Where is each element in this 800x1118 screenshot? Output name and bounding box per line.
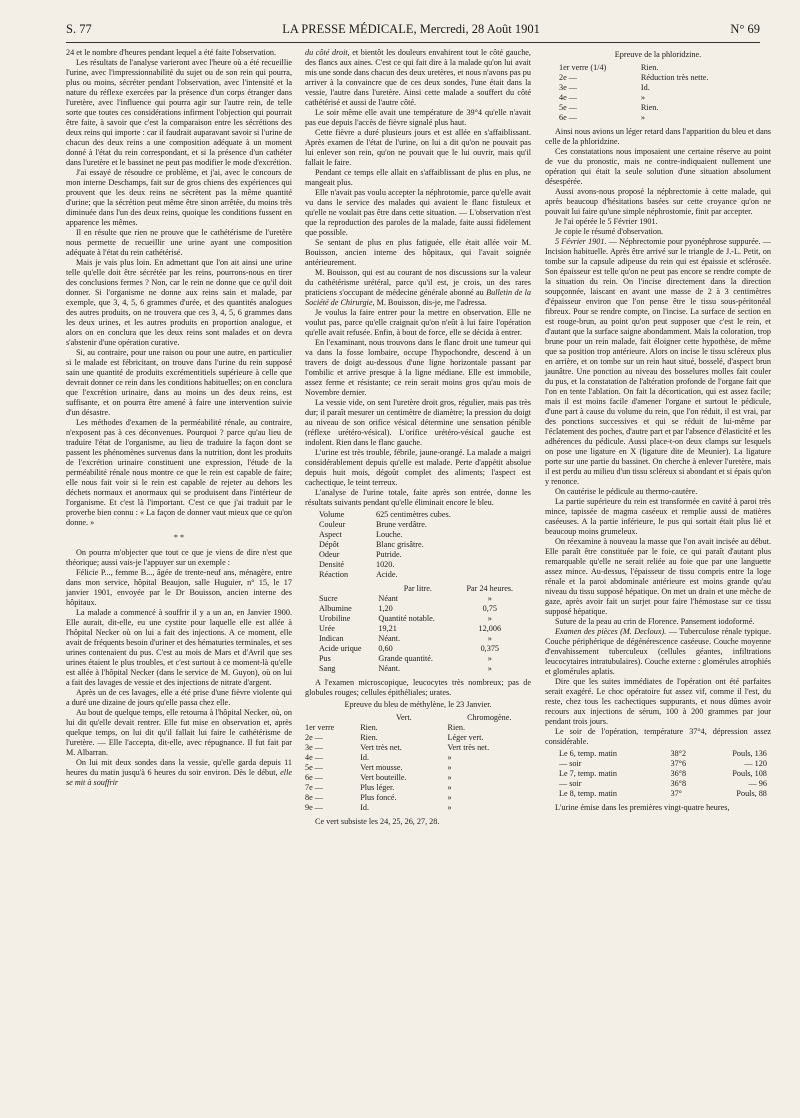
paragraph: Elle n'avait pas voulu accepter la néphrotomie, parce qu'elle avait vu dans le service des malades qui avaient le flanc fistuleux et qu'elle ne voulait pas être dans cette situation. — L'observation n'est que la reproduction des paroles de la malade, faite aussi fidèlement que possible. xyxy=(305,188,531,237)
paragraph: Félicie P..., femme B..., âgée de trente-neuf ans, ménagère, entre dans mon service, hôpital Beaujon, salle Huguier, n° 15, le 17 janvier 1901, envoyée par le Dr Bouisson, ancien interne des hôpitaux. xyxy=(66,568,292,607)
table-cell: Densité xyxy=(319,560,345,569)
paragraph: Ainsi nous avions un léger retard dans l'apparition du bleu et dans celle de la phloridzine. xyxy=(545,127,771,146)
phloridzine-table xyxy=(559,63,758,123)
table-cell: Couleur xyxy=(319,520,346,529)
paragraph: 24 et le nombre d'heures pendant lequel a été faite l'observation. xyxy=(66,48,277,57)
table-cell: 7e — xyxy=(305,783,323,792)
paragraph: Le soir même elle avait une température de 39°4 qu'elle n'avait pas eue depuis l'accès de fièvre signalé plus haut. xyxy=(305,108,531,127)
paragraph: Suture de la peau au crin de Florence. Pansement iodoformé. xyxy=(555,617,755,626)
table-cell: » xyxy=(487,594,492,603)
table-cell: — 120 xyxy=(744,759,767,768)
table-cell: Vert très net. xyxy=(447,743,490,752)
column-2 xyxy=(305,48,531,827)
table-cell: 2e — xyxy=(305,733,323,742)
table-cell: 37°6 xyxy=(670,759,687,768)
table-row xyxy=(319,550,522,560)
text-run: M. Bouisson, qui est au courant de nos discussions sur la valeur du cathétérisme urétéral, parce qu'il est, je crois, un des rares praticiens s'occupant de médecine générale abonné au xyxy=(305,268,531,297)
table-row xyxy=(559,93,758,103)
paragraph: Cette fièvre a duré plusieurs jours et est allée en s'affaiblissant. Après examen de l'état de l'urine, on lui a dit qu'on ne pouvait pas lui enlever son rein, qu'on ne pouvait que le lui ouvrir, mais qu'il fallait le faire. xyxy=(305,128,531,167)
table-row xyxy=(319,614,522,624)
table-row xyxy=(319,570,522,580)
paragraph: Je copie le résumé d'observation. xyxy=(555,227,664,236)
paragraph: L'urine est très trouble, fébrile, jaune-orangé. La malade a maigri considérablement depuis qu'elle est malade. Perte d'appétit absolue depuis huit mois, dégoût complet des aliments; l'aspect est cachectique, le teint terreux. xyxy=(305,448,531,487)
table-cell: Acide. xyxy=(375,570,398,579)
table-cell: Urobiline xyxy=(319,614,351,623)
table-row xyxy=(319,530,522,540)
table-row xyxy=(559,113,758,123)
table-cell: » xyxy=(487,664,492,673)
table-cell: Le 7, temp. matin xyxy=(559,769,617,778)
table-row xyxy=(305,763,531,773)
paragraph: Les méthodes d'examen de la perméabilité rénale, au contraire, n'exposent pas à ces déconvenues. Pourquoi ? parce qu'au lieu de traduire l'état de l'organisme, au lieu de traduire la façon dont se passent les phénomènes survenus dans la nutrition, dont les produits de l'excrétion urinaire constituent une expression, l'étude de la perméabilité rénale nous montre ce que le rein est capable de faire; elle nous fait voir si le rein est capable de rejeter au dehors les déchets normaux et anormaux qui se produisent dans l'intérieur de l'organisme. Et c'est là l'important. C'est ce que j'ai traduit par le proverbe bien connu : « La façon de donner vaut mieux que ce qu'on donne. » xyxy=(66,418,292,527)
table-cell: 5e — xyxy=(305,763,323,772)
table-cell: » xyxy=(447,763,452,772)
text-run: On lui mit deux sondes dans la vessie, qu'elle garda depuis 11 heures du matin jusqu'à 6 heures du soir environ. Dès le début, xyxy=(66,758,292,777)
paragraph: Les résultats de l'analyse varieront avec l'heure où a été recueillie l'urine, avec l'impressionnabilité du sujet ou de son rein qui pourra, plus ou moins, sécréter pendant l'observation, avec l'intensité et la nature du réflexe exercées par la présence d'un corps étranger dans l'uretère, avec l'influence qui pourra agir sur l'autre rein, de telle sorte que toutes ces considérations infirment l'objection qui pourrait être faite, à savoir que c'est la comparaison entre les sécrétions des deux reins qui importe : car il faudrait auparavant savoir si l'urine de chacun des deux reins a une composition adéquate à un moment donné à l'état du rein correspondant, et si la présence d'un cathéter dans l'uretère et le bassinet ne peut pas modifier le mode d'excrétion. xyxy=(66,58,292,167)
table-cell: 625 centimètres cubes. xyxy=(375,510,451,519)
masthead: LA PRESSE MÉDICALE, Mercredi, 28 Août 1901 xyxy=(282,22,540,36)
table-row xyxy=(305,743,531,753)
table-cell: » xyxy=(447,803,452,812)
table-cell: 3e — xyxy=(559,83,577,92)
table-cell: Néant xyxy=(378,594,398,603)
table-cell: » xyxy=(640,113,645,122)
table-row xyxy=(319,624,522,634)
table-row xyxy=(559,63,758,73)
table-cell: Plus foncé. xyxy=(360,793,397,802)
table-cell: Dépôt xyxy=(319,540,340,549)
table-cell: 1er verre (1/4) xyxy=(559,63,607,72)
paragraph: Il en résulte que rien ne prouve que le cathétérisme de l'uretère nous permette de recueillir une urine ayant une composition adéquate à l'état du rein cathétérisé. xyxy=(66,228,292,257)
table-cell: 12,006 xyxy=(478,624,502,633)
table-cell: 19,21 xyxy=(378,624,397,633)
table-row xyxy=(305,723,531,733)
table-cell: Le 6, temp. matin xyxy=(559,749,617,758)
table-row xyxy=(319,654,522,664)
table-cell: » xyxy=(447,793,452,802)
text-run: , M. Bouisson, dis-je, me l'adressa. xyxy=(372,298,487,307)
italic-run: elle se mit à souffrir xyxy=(66,768,292,787)
paragraph xyxy=(545,627,771,677)
paragraph: Ces constatations nous imposaient une certaine réserve au point de vue du pronostic, mais ne contre-indiquaient nullement une opération qui était la seule solution d'une situation absolument désespérée. xyxy=(545,147,771,186)
paragraph: L'analyse de l'urine totale, faite après son entrée, donne les résultats suivants pendant qu'elle éliminait encore le bleu. xyxy=(305,488,531,507)
table-cell: Réaction xyxy=(319,570,349,579)
table-cell: Rien. xyxy=(640,63,659,72)
table-row xyxy=(559,749,767,759)
column-1 xyxy=(66,48,292,788)
table-cell: — soir xyxy=(559,779,582,788)
paragraph: A l'examen microscopique, leucocytes très nombreux; pas de globules rouges; cellules épithéliales; urates. xyxy=(305,678,531,697)
table-cell: Rien. xyxy=(360,733,378,742)
table-row xyxy=(559,789,767,799)
table-row xyxy=(559,759,767,769)
table-cell: » xyxy=(447,783,452,792)
issue-number: N° 69 xyxy=(730,22,760,36)
italic-run: Examen des pièces (M. Decloux). xyxy=(555,627,667,636)
table-cell: Odeur xyxy=(319,550,340,559)
italic-run: du côté droit, xyxy=(305,48,350,57)
table-cell: 0,75 xyxy=(482,604,497,613)
table-cell: Léger vert. xyxy=(447,733,484,742)
paragraph: La partie supérieure du rein est transformée en cavité à paroi très mince, tapissée de magma caséeux et remplie aussi de matières caséeuses. A la partie inférieure, le pus qui sortait était plus lié et beaucoup moins grumeleux. xyxy=(545,497,771,536)
table-cell: Vert bouteille. xyxy=(360,773,407,782)
table-row xyxy=(559,103,758,113)
table-cell: 36°8 xyxy=(670,779,687,788)
table-cell: » xyxy=(487,614,492,623)
table-header-row xyxy=(305,713,531,723)
column-header: Par 24 heures. xyxy=(466,584,514,593)
journal-title: Bulletin de la Société de Chirurgie xyxy=(305,288,531,307)
urine-properties-table xyxy=(319,510,522,580)
table-cell: Rien. xyxy=(360,723,378,732)
paragraph: On cautérise le pédicule au thermo-cautère. xyxy=(555,487,698,496)
column-header: Vert. xyxy=(396,713,412,722)
paragraph xyxy=(545,237,771,487)
table-cell: Le 8, temp. matin xyxy=(559,789,617,798)
table-cell: Pus xyxy=(319,654,331,663)
table-cell: 6e — xyxy=(305,773,323,782)
table-cell: 3e — xyxy=(305,743,323,752)
table-row xyxy=(559,83,758,93)
table-row xyxy=(559,73,758,83)
table-row xyxy=(559,779,767,789)
table-cell: Pouls, 88 xyxy=(736,789,767,798)
paragraph: Le soir de l'opération, température 37°4, dépression assez considérable. xyxy=(545,727,771,746)
table-cell: » xyxy=(640,93,645,102)
table-cell: » xyxy=(447,773,452,782)
table-cell: 4e — xyxy=(305,753,323,762)
text-run: — Tuberculose rénale typique. Couche périphérique de dégénérescence caséeuse. Couche moyenne d'envahissement tuberculeux (cellules géantes, infiltrations leucocytaires intratubulaires). Couche externe : glomérules atrophiés et glomérules aplatis. xyxy=(545,627,771,676)
table-row xyxy=(319,560,522,570)
table-row xyxy=(305,733,531,743)
column-3 xyxy=(545,48,771,813)
table-cell: 0,60 xyxy=(378,644,393,653)
table-row xyxy=(319,510,522,520)
table-cell: Pouls, 136 xyxy=(732,749,767,758)
table-cell: Néant. xyxy=(378,634,401,643)
table-cell: Id. xyxy=(640,83,650,92)
paragraph: Ce vert subsiste les 24, 25, 26, 27, 28. xyxy=(315,817,440,826)
table-cell: 36°8 xyxy=(670,769,687,778)
table-cell: Rien. xyxy=(640,103,659,112)
page-number: S. 77 xyxy=(66,22,92,36)
table-cell: Louche. xyxy=(375,530,403,539)
table-row xyxy=(305,803,531,813)
table-row xyxy=(305,783,531,793)
paragraph xyxy=(305,268,531,308)
table-cell: 37° xyxy=(670,789,682,798)
section-heading: Epreuve de la phloridzine. xyxy=(614,50,702,59)
table-cell: Néant. xyxy=(378,664,401,673)
table-row xyxy=(319,540,522,550)
table-row xyxy=(319,644,522,654)
table-cell: Acide urique xyxy=(319,644,362,653)
table-cell: Urée xyxy=(319,624,335,633)
table-cell: 5e — xyxy=(559,103,577,112)
table-cell: Albumine xyxy=(319,604,352,613)
table-cell: Réduction très nette. xyxy=(640,73,709,82)
paragraph: Après un de ces lavages, elle a été prise d'une fièvre violente qui a duré une dizaine de jours qu'elle passa chez elle. xyxy=(66,688,292,707)
table-cell: Aspect xyxy=(319,530,342,539)
table-row xyxy=(559,769,767,779)
table-cell: 1er verre xyxy=(305,723,335,732)
section-separator: * * xyxy=(173,533,185,542)
column-header: Chromogène. xyxy=(467,713,512,722)
table-cell: Plus léger. xyxy=(360,783,395,792)
paragraph: Au bout de quelque temps, elle retourna à l'hôpital Necker, où, on lui dit qu'elle devait rentrer. Elle fut mise en observation et, après quelque temps, on lui dit qu'il fallait lui faire le cathétérisme de l'uretère. — Elle l'accepta, dit-elle, avec répugnance. Il fut fait par M. Albarran. xyxy=(66,708,292,757)
paragraph: Mais je vais plus loin. En admettant que l'on ait ainsi une urine telle qu'elle doit être sécrétée par les reins, pourrons-nous en tirer des conclusions fermes ? Non, car le rein ne donne que ce qu'il doit donner. Si l'organisme ne donne aux reins sain et malade, par exemple, que 3, 4, 5, 6 grammes d'urée, et des quantités analogues des autres produits, on ne trouvera que ces 3, 4, 5, 6 grammes dans les deux urines, et les autres produits en proportion analogue, et alors on en conclura que les deux reins sont malades et on devra s'abstenir d'une opération curative. xyxy=(66,258,292,347)
table-cell: 0,375 xyxy=(480,644,499,653)
column-header: Par litre. xyxy=(403,584,432,593)
table-cell: Id. xyxy=(360,803,370,812)
table-cell: 1,20 xyxy=(378,604,393,613)
table-cell: Grande quantité. xyxy=(378,654,433,663)
paragraph xyxy=(66,758,292,788)
table-cell: — 96 xyxy=(748,779,767,788)
table-row xyxy=(319,634,522,644)
methylene-table xyxy=(305,713,531,813)
table-cell: » xyxy=(447,753,452,762)
table-cell: 4e — xyxy=(559,93,577,102)
table-cell: Rien. xyxy=(447,723,466,732)
temperature-table xyxy=(559,749,767,799)
table-cell: Indican xyxy=(319,634,344,643)
paragraph: Pendant ce temps elle allait en s'affaiblissant de plus en plus, ne mangeait plus. xyxy=(305,168,531,187)
table-cell: Brune verdâtre. xyxy=(375,520,427,529)
table-cell: 6e — xyxy=(559,113,577,122)
paragraph: Se sentant de plus en plus fatiguée, elle était allée voir M. Bouisson, ancien interne des hôpitaux, qui l'avait soignée antérieurement. xyxy=(305,238,531,267)
text-run: et bientôt les douleurs envahirent tout le côté gauche, des flancs aux aines. C'est ce qui fait dire à la malade qu'on lui avait mis une sonde dans chacun des deux uretères, et nous n'avons pas pu arriver à la convaincre que de ces deux sondes, l'une était dans la vessie, l'autre dans l'uretère. Ainsi cette malade a souffert du côté cathétérisé et aussi de l'autre côté. xyxy=(305,48,531,107)
table-cell: 2e — xyxy=(559,73,577,82)
paragraph: Je l'ai opérée le 5 Février 1901. xyxy=(555,217,658,226)
table-cell: » xyxy=(487,634,492,643)
paragraph: Aussi avons-nous proposé la néphrectomie à cette malade, qui après beaucoup d'hésitations basées sur cette croyance qu'on ne pouvait lui faire qu'une simple néphrostomie, finit par accepter. xyxy=(545,187,771,216)
table-cell: 1020. xyxy=(375,560,395,569)
table-cell: 9e — xyxy=(305,803,323,812)
table-cell: Pouls, 108 xyxy=(732,769,767,778)
table-cell: 38°2 xyxy=(670,749,687,758)
table-cell: » xyxy=(487,654,492,663)
table-row xyxy=(305,793,531,803)
table-row xyxy=(319,604,522,614)
paragraph: Je voulus la faire entrer pour la mettre en observation. Elle ne voulut pas, parce qu'elle craignait qu'on n'eût à lui faire l'opération qu'elle avait refusée. Enfin, à bout de force, elle se décida à entrer. xyxy=(305,308,531,337)
paragraph: On pourra m'objecter que tout ce que je viens de dire n'est que théorique; aussi vais-je l'appuyer sur un exemple : xyxy=(66,548,292,567)
table-cell: 8e — xyxy=(305,793,323,802)
table-row xyxy=(305,753,531,763)
section-heading: Epreuve du bleu de méthylène, le 23 Janvier. xyxy=(344,700,492,709)
page-header xyxy=(66,22,760,44)
paragraph xyxy=(305,48,531,108)
paragraph: L'urine émise dans les premières vingt-quatre heures, xyxy=(555,803,730,812)
table-row xyxy=(305,773,531,783)
table-cell: Sucre xyxy=(319,594,338,603)
paragraph: J'ai essayé de résoudre ce problème, et j'ai, avec le concours de mon interne Deschamps, fait sur de gros chiens des expériences qui prouvent que les deux reins ne sécrètent pas la même quantité d'urine; que la sécrétion peut même être sinon arrêtée, du moins très diminuée dans l'un des deux reins, quoique les conditions fussent en apparence les mêmes. xyxy=(66,168,292,227)
paragraph: En l'examinant, nous trouvons dans le flanc droit une tumeur qui va dans la fosse lombaire, occupe l'hypochondre, descend à un travers de doigt au-dessous d'une ligne horizontale passant par l'ombilic et arrive presque à la ligne médiane. Elle est immobile, assez ferme et résistante; ce rein serait moins gros qu'au mois de Novembre dernier. xyxy=(305,338,531,397)
table-cell: Sang xyxy=(319,664,336,673)
table-cell: Putride. xyxy=(375,550,402,559)
paragraph: On réexamine à nouveau la masse que l'on avait incisée au début. Elle paraît être constituée par le foie, ce qui paraît d'autant plus remarquable qu'elle ne serait reliée au foie que par une languette assez mince. Au-dessus, l'épaisseur de tissu compris entre la loge rénale et la paroi abdominale antérieure est moins grande qu'au niveau du tissu supposé hépatique. On met un drain et une mèche de gaze, après avoir fait un surjet pour faire l'hémostase sur ce tissu supposé hépatique. xyxy=(545,537,771,616)
table-row xyxy=(319,594,522,604)
table-cell: Quantité notable. xyxy=(378,614,435,623)
table-cell: Blanc grisâtre. xyxy=(375,540,424,549)
urine-values-table xyxy=(319,584,522,674)
italic-run: 5 Février 1901. xyxy=(555,237,607,246)
table-row xyxy=(319,664,522,674)
table-row xyxy=(319,520,522,530)
header-rule xyxy=(66,42,760,43)
table-cell: — soir xyxy=(559,759,582,768)
table-cell: Vert très net. xyxy=(360,743,402,752)
table-cell: Vert mousse. xyxy=(360,763,403,772)
paragraph: Si, au contraire, pour une raison ou pour une autre, en particulier si le malade est fébricitant, on trouve dans l'urine du rein supposé sain une quantité de produits excrémentitiels supérieure à celle que devrait donner ce rein dans les conditions habituelles; on en conclura que l'excrétion urinaire, dans au moins un des deux reins, est suffisante, et on pourra être amené à faire une intervention suivie d'un désastre. xyxy=(66,348,292,417)
text-run: — Néphrectomie pour pyonéphrose suppurée. — Incision habituelle. Après être arrivé sur le triangle de J.-L. Petit, on tombe sur la capsule adipeuse du rein qui est épaissie et sclérosée. Son épaisseur est telle qu'on ne peut pas encore se rendre compte de la situation du rein. On l'incise directement dans la direction soupçonnée, laiscant en avant une masse de 2 à 3 centimètres d'épaisseur environ que l'on pense être le tissu sous-péritonéal fibreux. Pour se rendre compte, on l'incise. La surface de section en est rouge-brun, au point qu'on peut supposer que c'est le rein, et d'autant que la surface saigne abondamment. Mais la coloration, trop brune pour un rein malade, fait éloigner cette hypothèse, de même que sa position trop antérieure. Alors on incise le tissu scléreux plus en arrière, et on tombe sur un rein haut situé, bosselé, d'aspect brun jaunâtre. Une ponction au niveau des bosselures molles fait couler du pus, et la constatation de l'altération profonde de l'organe fait que l'on en tente l'ablation. On fait la décortication, qui est assez facile; mais il est moins facile d'amener l'organe et surtout le pédicule, d'une part à cause du volume du rein, que l'on réduit, il est vrai, par des ponctions successives et qui se réduit de lui-même par l'éclatement des poches, d'autre part et par l'absence d'élasticité et les adhérences du pédicule. Aussi place-t-on deux clamps sur lesquels on pose une ligature en X (ligature dite de Meunier). La ligature porte sur une partie du bassinet. On cherche à enlever l'uretère, mais il est perdu au milieu d'un tissu scléreux si abondant et si épais qu'on y renonce. xyxy=(545,237,771,486)
table-cell: Id. xyxy=(360,753,370,762)
paragraph: La malade a commencé à souffrir il y a un an, en Janvier 1900. Elle aurait, dit-elle, eu une cystite pour laquelle elle est allée à l'hôpital Necker où on lui a fait des injections. A ce moment, elle avait de fréquents besoin d'uriner et des hématuries terminales, et ses urines contenaient du pus. C'est au mois de Mars et d'Avril que ses urines étaient le plus troubles, et c'est surtout à ce moment-là qu'elle est allée à l'hôpital Necker (dans le service de M. Guyon), où on lui a fait des lavages de vessie et des injections de nitrate d'argent. xyxy=(66,608,292,687)
table-header-row xyxy=(319,584,522,594)
paragraph: La vessie vide, on sent l'uretère droit gros, régulier, mais pas très dur; il paraît mesurer un centimètre de diamètre; la pression du doigt au niveau de son orifice vésical détermine une sensation pénible (réflexe urétéro-vésical). L'orifice urétéro-vésical gauche est indolent. Rien dans le flanc gauche. xyxy=(305,398,531,447)
paragraph: Dire que les suites immédiates de l'opération ont été parfaites serait exagéré. Le choc opératoire fut assez vif, comme il l'est, du reste, chez tous les cachectiques suppurants, et nous dûmes avoir recours aux injections de sérum, 100 à 200 grammes par jour pendant trois jours. xyxy=(545,677,771,726)
table-cell: Volume xyxy=(319,510,345,519)
